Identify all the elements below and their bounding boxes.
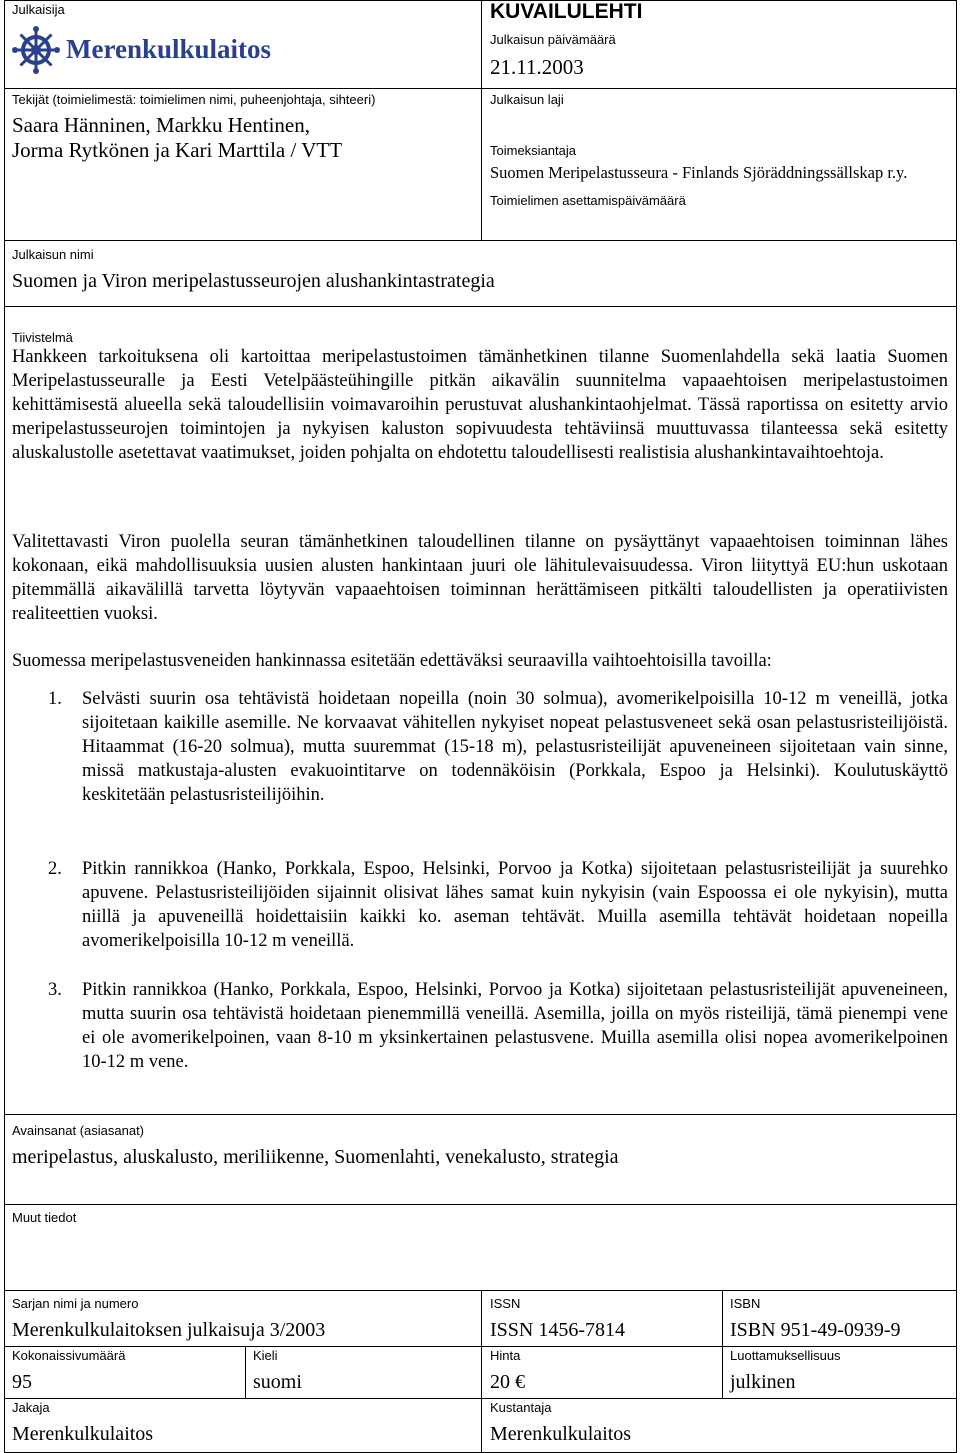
commissioner-value: Suomen Meripelastusseura - Finlands Sjöräddningssällskap r.y. xyxy=(490,163,908,182)
keywords-bottom-line xyxy=(4,1204,957,1205)
abstract-label: Tiivistelmä xyxy=(12,330,73,345)
header-divider xyxy=(481,0,482,240)
footer-divider-isbn xyxy=(722,1290,723,1346)
date-label: Julkaisun päivämäärä xyxy=(490,32,616,47)
authors-line-2: Jorma Rytkönen ja Kari Marttila / VTT xyxy=(12,138,343,162)
ship-wheel-icon xyxy=(12,26,60,74)
logo-text: Merenkulkulaitos xyxy=(66,34,272,64)
isbn-value: ISBN 951-49-0939-9 xyxy=(730,1319,901,1341)
confidentiality-value: julkinen xyxy=(730,1371,796,1393)
distributor-value: Merenkulkulaitos xyxy=(12,1423,154,1445)
title-value: Suomen ja Viron meripelastusseurojen alushankintastrategia xyxy=(12,270,495,292)
footer-divider-language xyxy=(245,1346,246,1398)
footer-divider-confidentiality xyxy=(722,1346,723,1398)
price-value: 20 € xyxy=(490,1371,525,1393)
abstract-bottom-line xyxy=(4,1114,957,1115)
issn-label: ISSN xyxy=(490,1296,521,1311)
list-item-number-2: 2. xyxy=(48,859,62,879)
header-left-divider xyxy=(4,88,481,89)
keywords-value: meripelastus, aluskalusto, meriliikenne, Suomenlahti, venekalusto, strategia xyxy=(12,1146,619,1168)
body-date-label: Toimielimen asettamispäivämäärä xyxy=(490,193,686,208)
confidentiality-label: Luottamuksellisuus xyxy=(730,1348,841,1363)
pages-value: 95 xyxy=(12,1371,32,1393)
series-value: Merenkulkulaitoksen julkaisuja 3/2003 xyxy=(12,1319,326,1341)
keywords-label: Avainsanat (asiasanat) xyxy=(12,1123,145,1138)
footer-row-line-1 xyxy=(4,1346,957,1347)
abstract-paragraph-1: Hankkeen tarkoituksena oli kartoittaa meripelastustoimen tämänhetkinen tilanne Suomenlahdella sekä laatia Suomen Meripelastusseuralle ja Eesti Vetelpäästeühingille pitkän aikavälin suunnitelma vapaaehtoisen meripelastustoimen kehittämisestä alueella sekä taloudellisiin voimavaroihin perustuvat alushankintaohjelmat. Tässä raportissa on esitetty arvio meripelastusseurojen toimintojen ja nykyisen kaluston sopivuudesta tehtäviinsä muuttuvassa tilanteessa sekä esitetty aluskalustolle asetettavat vaatimukset, joiden pohjalta on ehdotettu taloudellisesti realistisia alushankintavaihtoehtoja. xyxy=(12,347,948,463)
logo xyxy=(12,26,272,74)
title-bottom-line xyxy=(4,306,957,307)
list-item-3: Pitkin rannikkoa (Hanko, Porkkala, Espoo, Helsinki, Porvoo ja Kotka) sijoitetaan pelastusristeilijät apuveneineen, mutta suurin osa tehtävistä hoidetaan pienemmillä veneillä. Asemilla, joilla on myös risteilijä, tämä pienempi vene ei ole avomerikelpoinen, vaan 8-10 m yksinkertainen pelastusvene. Muilla asemilla olisi nopea avomerikelpoinen 10-12 m vene. xyxy=(82,980,948,1072)
language-label: Kieli xyxy=(253,1348,278,1363)
publication-type-label: Julkaisun laji xyxy=(490,92,564,107)
footer-row-line-2 xyxy=(4,1398,957,1399)
authors-label: Tekijät (toimielimestä: toimielimen nimi, puheenjohtaja, sihteeri) xyxy=(12,92,376,107)
commissioner-label: Toimeksiantaja xyxy=(490,143,576,158)
header-bottom-line xyxy=(4,240,957,241)
abstract-paragraph-2: Valitettavasti Viron puolella seuran tämänhetkinen taloudellinen tilanne on pysäyttänyt vapaaehtoisen toiminnan lähes kokonaan, eikä mahdollisuuksia uusien alusten hankintaan juuri ole lähitulevaisuudessa. Viron liityttyä EU:hun uskotaan pitemmällä aikavälillä tarvetta löytyvän vapaaehtoisen toiminnan herättämiseen pitkälti taloudellisten ja operatiivisten realiteettien vuoksi. xyxy=(12,532,948,624)
list-item-2: Pitkin rannikkoa (Hanko, Porkkala, Espoo, Helsinki, Porvoo ja Kotka) sijoitetaan pelastusristeilijät ja suurehko apuvene. Pelastusristeilijöiden sijainnit olisivat lähes samat kuin nykyisin (vain Espoossa ei ole nykyisin), mutta niillä ja apuveneillä hoidettaisiin kaikki ko. aseman tehtävät. Muilla asemilla tehtävät hoidetaan nopeilla avomerikelpoisilla 10-12 m veneillä. xyxy=(82,859,948,951)
doc-type: KUVAILULEHTI xyxy=(490,0,643,23)
distributor-label: Jakaja xyxy=(12,1400,50,1415)
issn-value: ISSN 1456-7814 xyxy=(490,1319,626,1341)
list-item-1: Selvästi suurin osa tehtävistä hoidetaan nopeilla (noin 30 solmua), avomerikelpoisilla 10-12 m veneillä, jotka sijoitetaan kaikille asemille. Ne korvaavat vähitellen nykyiset nopeat pelastusveneet sekä osan pelastusristeilijöistä. Hitaammat (16-20 solmua), mutta suuremmat (15-18 m), pelastusristeilijät apuveneineen sijoitetaan vain sinne, missä matkustaja-alusten evakuointitarve on todennäköisin (Porkkala, Espoo ja Helsinki). Koulutuskäyttö keskitetään pelastusristeilijöihin. xyxy=(82,689,948,805)
isbn-label: ISBN xyxy=(730,1296,761,1311)
footer-divider-issn xyxy=(481,1290,482,1453)
header-right-divider xyxy=(481,88,957,89)
publisher-footer-value: Merenkulkulaitos xyxy=(490,1423,632,1445)
publisher-footer-label: Kustantaja xyxy=(490,1400,552,1415)
list-item-number-3: 3. xyxy=(48,980,62,1000)
abstract-paragraph-3: Suomessa meripelastusveneiden hankinnassa esitetään edettäväksi seuraavilla vaihtoehtoisilla tavoilla: xyxy=(12,651,772,671)
title-label: Julkaisun nimi xyxy=(12,247,94,262)
language-value: suomi xyxy=(253,1371,302,1393)
date-value: 21.11.2003 xyxy=(490,55,584,79)
other-info-label: Muut tiedot xyxy=(12,1210,77,1225)
authors-line-1: Saara Hänninen, Markku Hentinen, xyxy=(12,113,310,137)
series-label: Sarjan nimi ja numero xyxy=(12,1296,139,1311)
list-item-number-1: 1. xyxy=(48,689,62,709)
price-label: Hinta xyxy=(490,1348,521,1363)
publisher-label: Julkaisija xyxy=(12,2,65,17)
pages-label: Kokonaissivumäärä xyxy=(12,1348,126,1363)
